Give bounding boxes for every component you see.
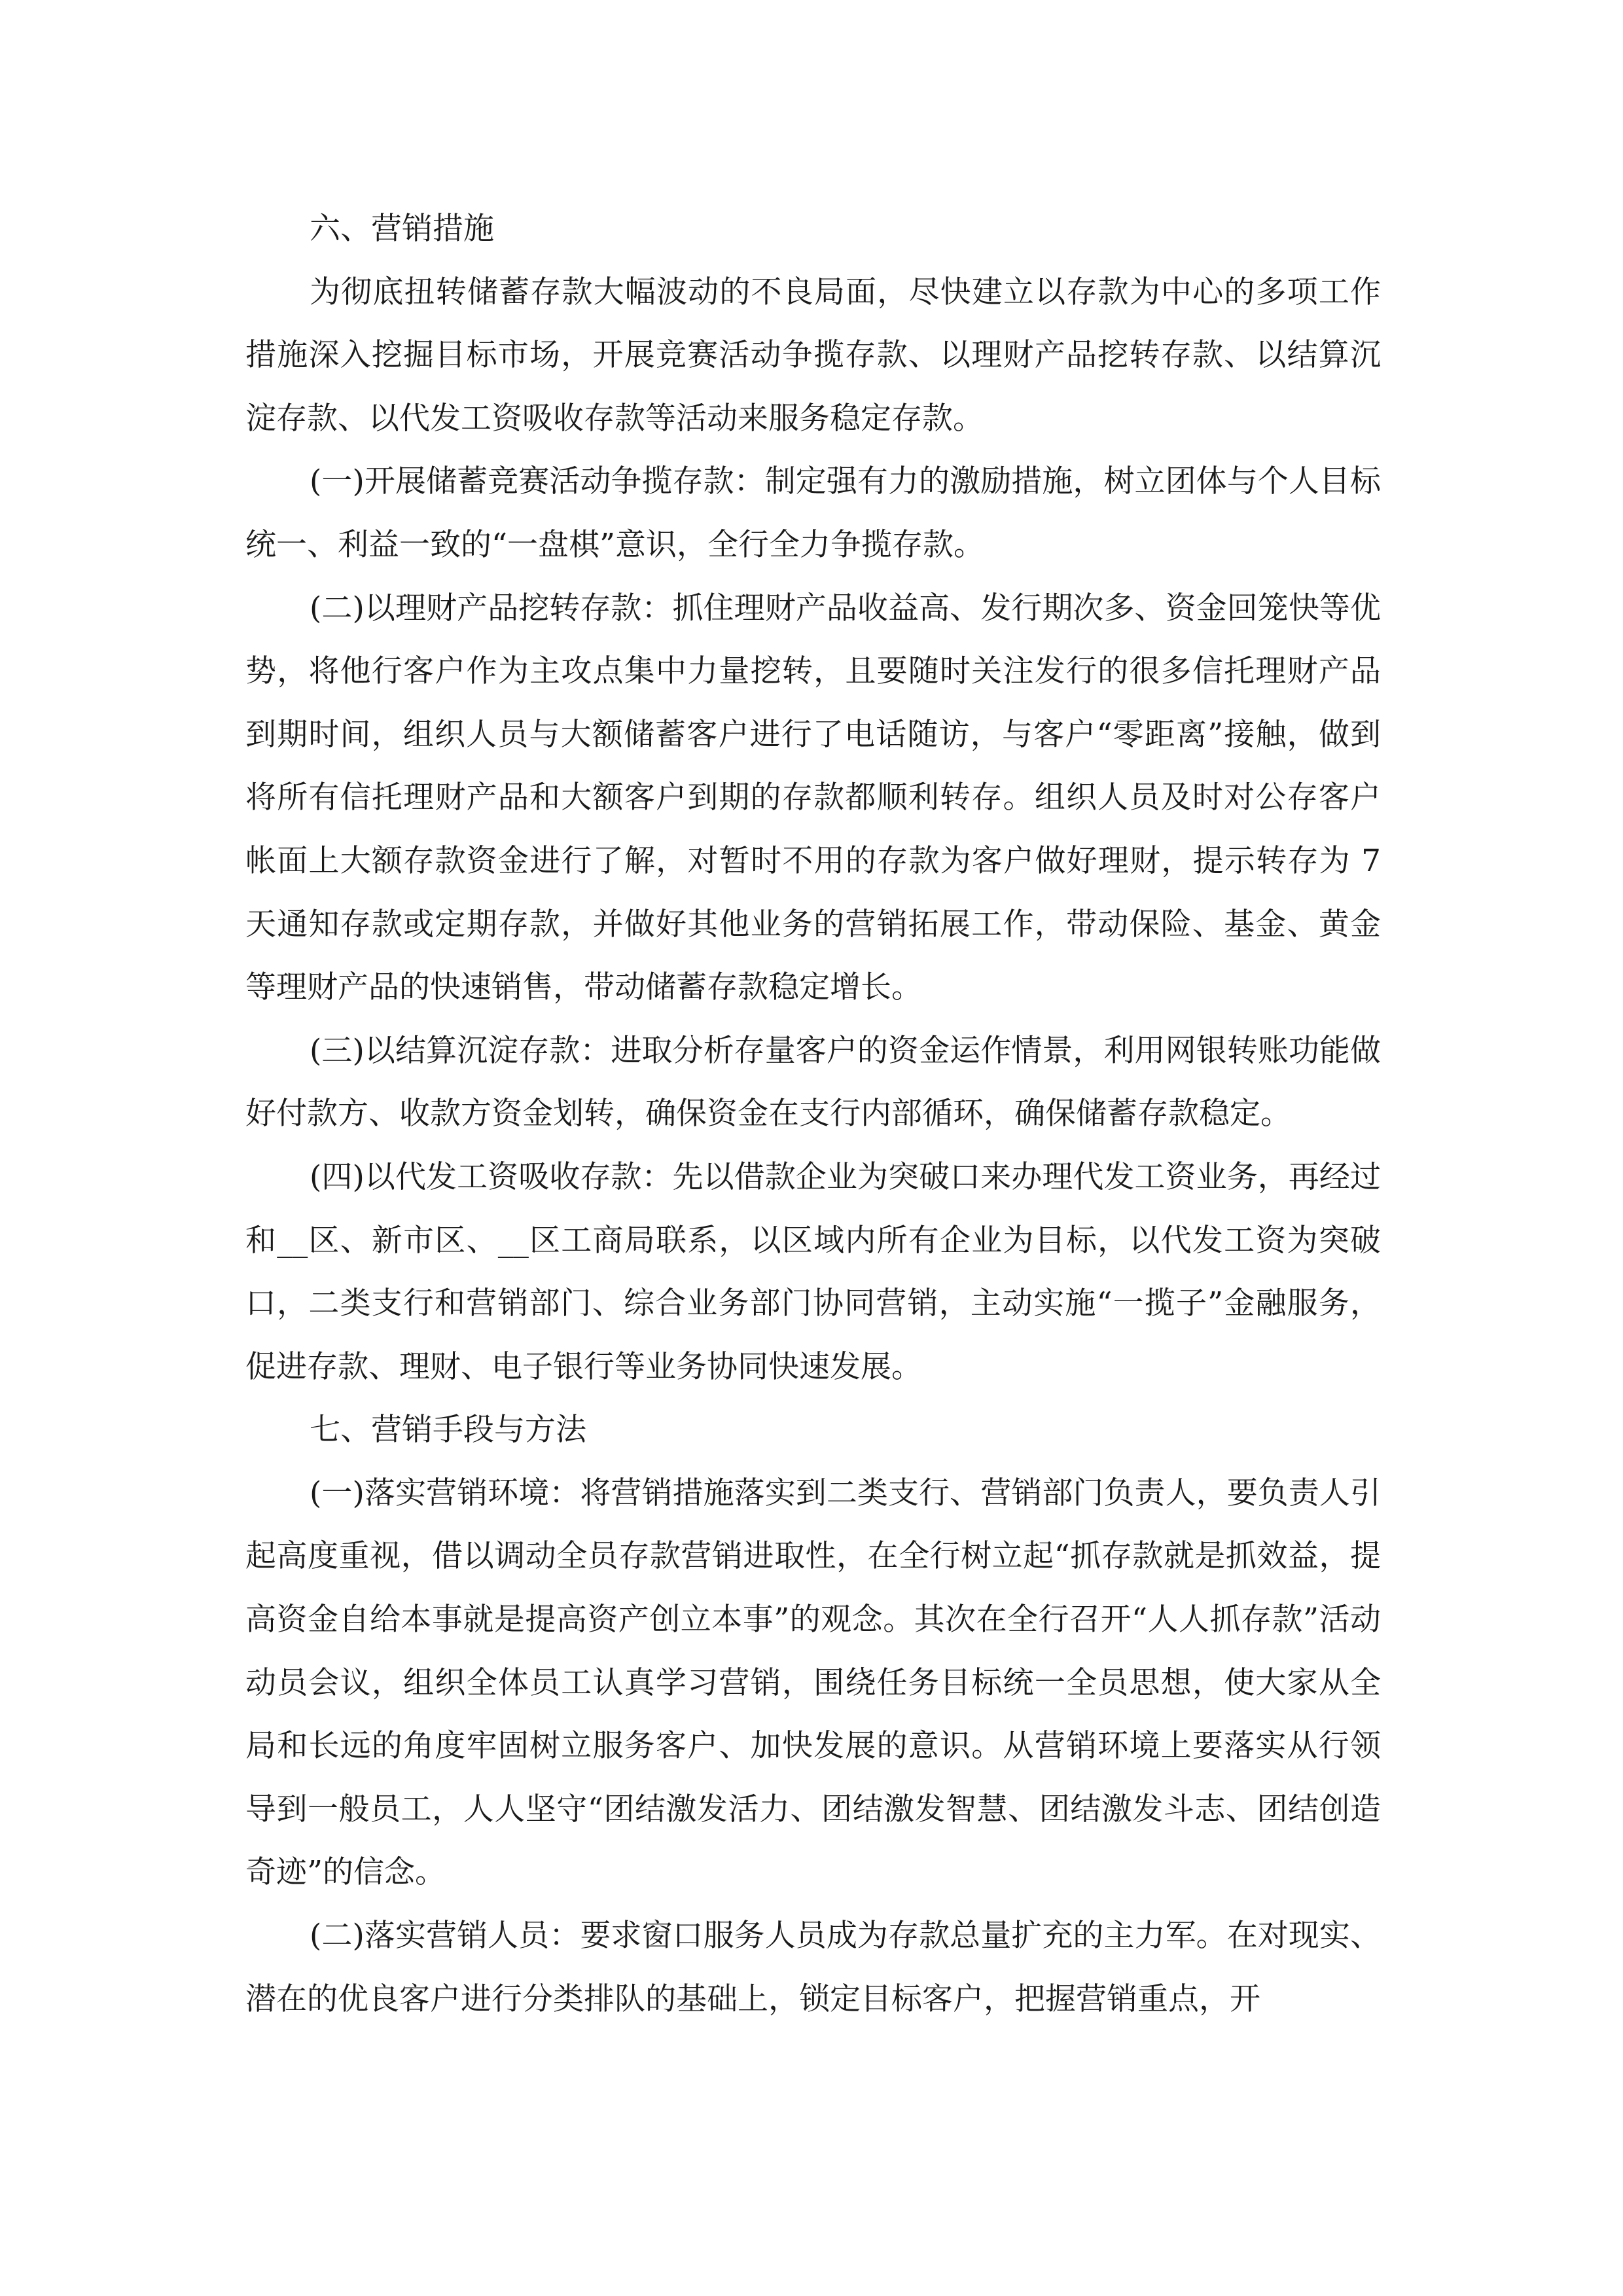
section-heading-marketing-methods: 七、营销手段与方法 [310,1412,586,1448]
paragraph-item-3: (三)以结算沉淀存款：进取分析存量客户的资金运作情景，利用网银转账功能做好付款方、收款方资金划转，确保资金在支行内部循环，确保储蓄存款稳定。 [245,1032,1381,1132]
paragraph-item-1: (一)开展储蓄竞赛活动争揽存款：制定强有力的激励措施，树立团体与个人目标统一、利益一致的“一盘棋”意识，全行全力争揽存款。 [245,463,1381,563]
section-heading-marketing-measures: 六、营销措施 [310,211,494,247]
document-body [245,198,1381,2031]
paragraph-method-1: (一)落实营销环境：将营销措施落实到二类支行、营销部门负责人，要负责人引起高度重视，借以调动全员存款营销进取性，在全行树立起“抓存款就是抓效益，提高资金自给本事就是提高资产创立本事”的观念。其次在全行召开“人人抓存款”活动动员会议，组织全体员工认真学习营销，围绕任务目标统一全员思想，使大家从全局和长远的角度牢固树立服务客户、加快发展的意识。从营销环境上要落实从行领导到一般员工，人人坚守“团结激发活力、团结激发智慧、团结激发斗志、团结创造奇迹”的信念。 [245,1475,1381,1891]
paragraph-item-4: (四)以代发工资吸收存款：先以借款企业为突破口来办理代发工资业务，再经过和__区、新市区、__区工商局联系，以区域内所有企业为目标，以代发工资为突破口，二类支行和营销部门、综合业务部门协同营销，主动实施“一揽子”金融服务，促进存款、理财、电子银行等业务协同快速发展。 [245,1158,1381,1385]
paragraph-intro: 为彻底扭转储蓄存款大幅波动的不良局面，尽快建立以存款为中心的多项工作措施深入挖掘目标市场，开展竞赛活动争揽存款、以理财产品挖转存款、以结算沉淀存款、以代发工资吸收存款等活动来服务稳定存款。 [245,274,1381,437]
paragraph-method-2: (二)落实营销人员：要求窗口服务人员成为存款总量扩充的主力军。在对现实、潜在的优良客户进行分类排队的基础上，锁定目标客户，把握营销重点，开 [245,1918,1381,2017]
paragraph-item-2: (二)以理财产品挖转存款：抓住理财产品收益高、发行期次多、资金回笼快等优势，将他行客户作为主攻点集中力量挖转，且要随时关注发行的很多信托理财产品到期时间，组织人员与大额储蓄客户进行了电话随访，与客户“零距离”接触，做到将所有信托理财产品和大额客户到期的存款都顺利转存。组织人员及时对公存客户帐面上大额存款资金进行了解，对暂时不用的存款为客户做好理财，提示转存为 7 天通知存款或定期存款，并做好其他业务的营销拓展工作，带动保险、基金、黄金等理财产品的快速销售，带动储蓄存款稳定增长。 [245,590,1381,1006]
